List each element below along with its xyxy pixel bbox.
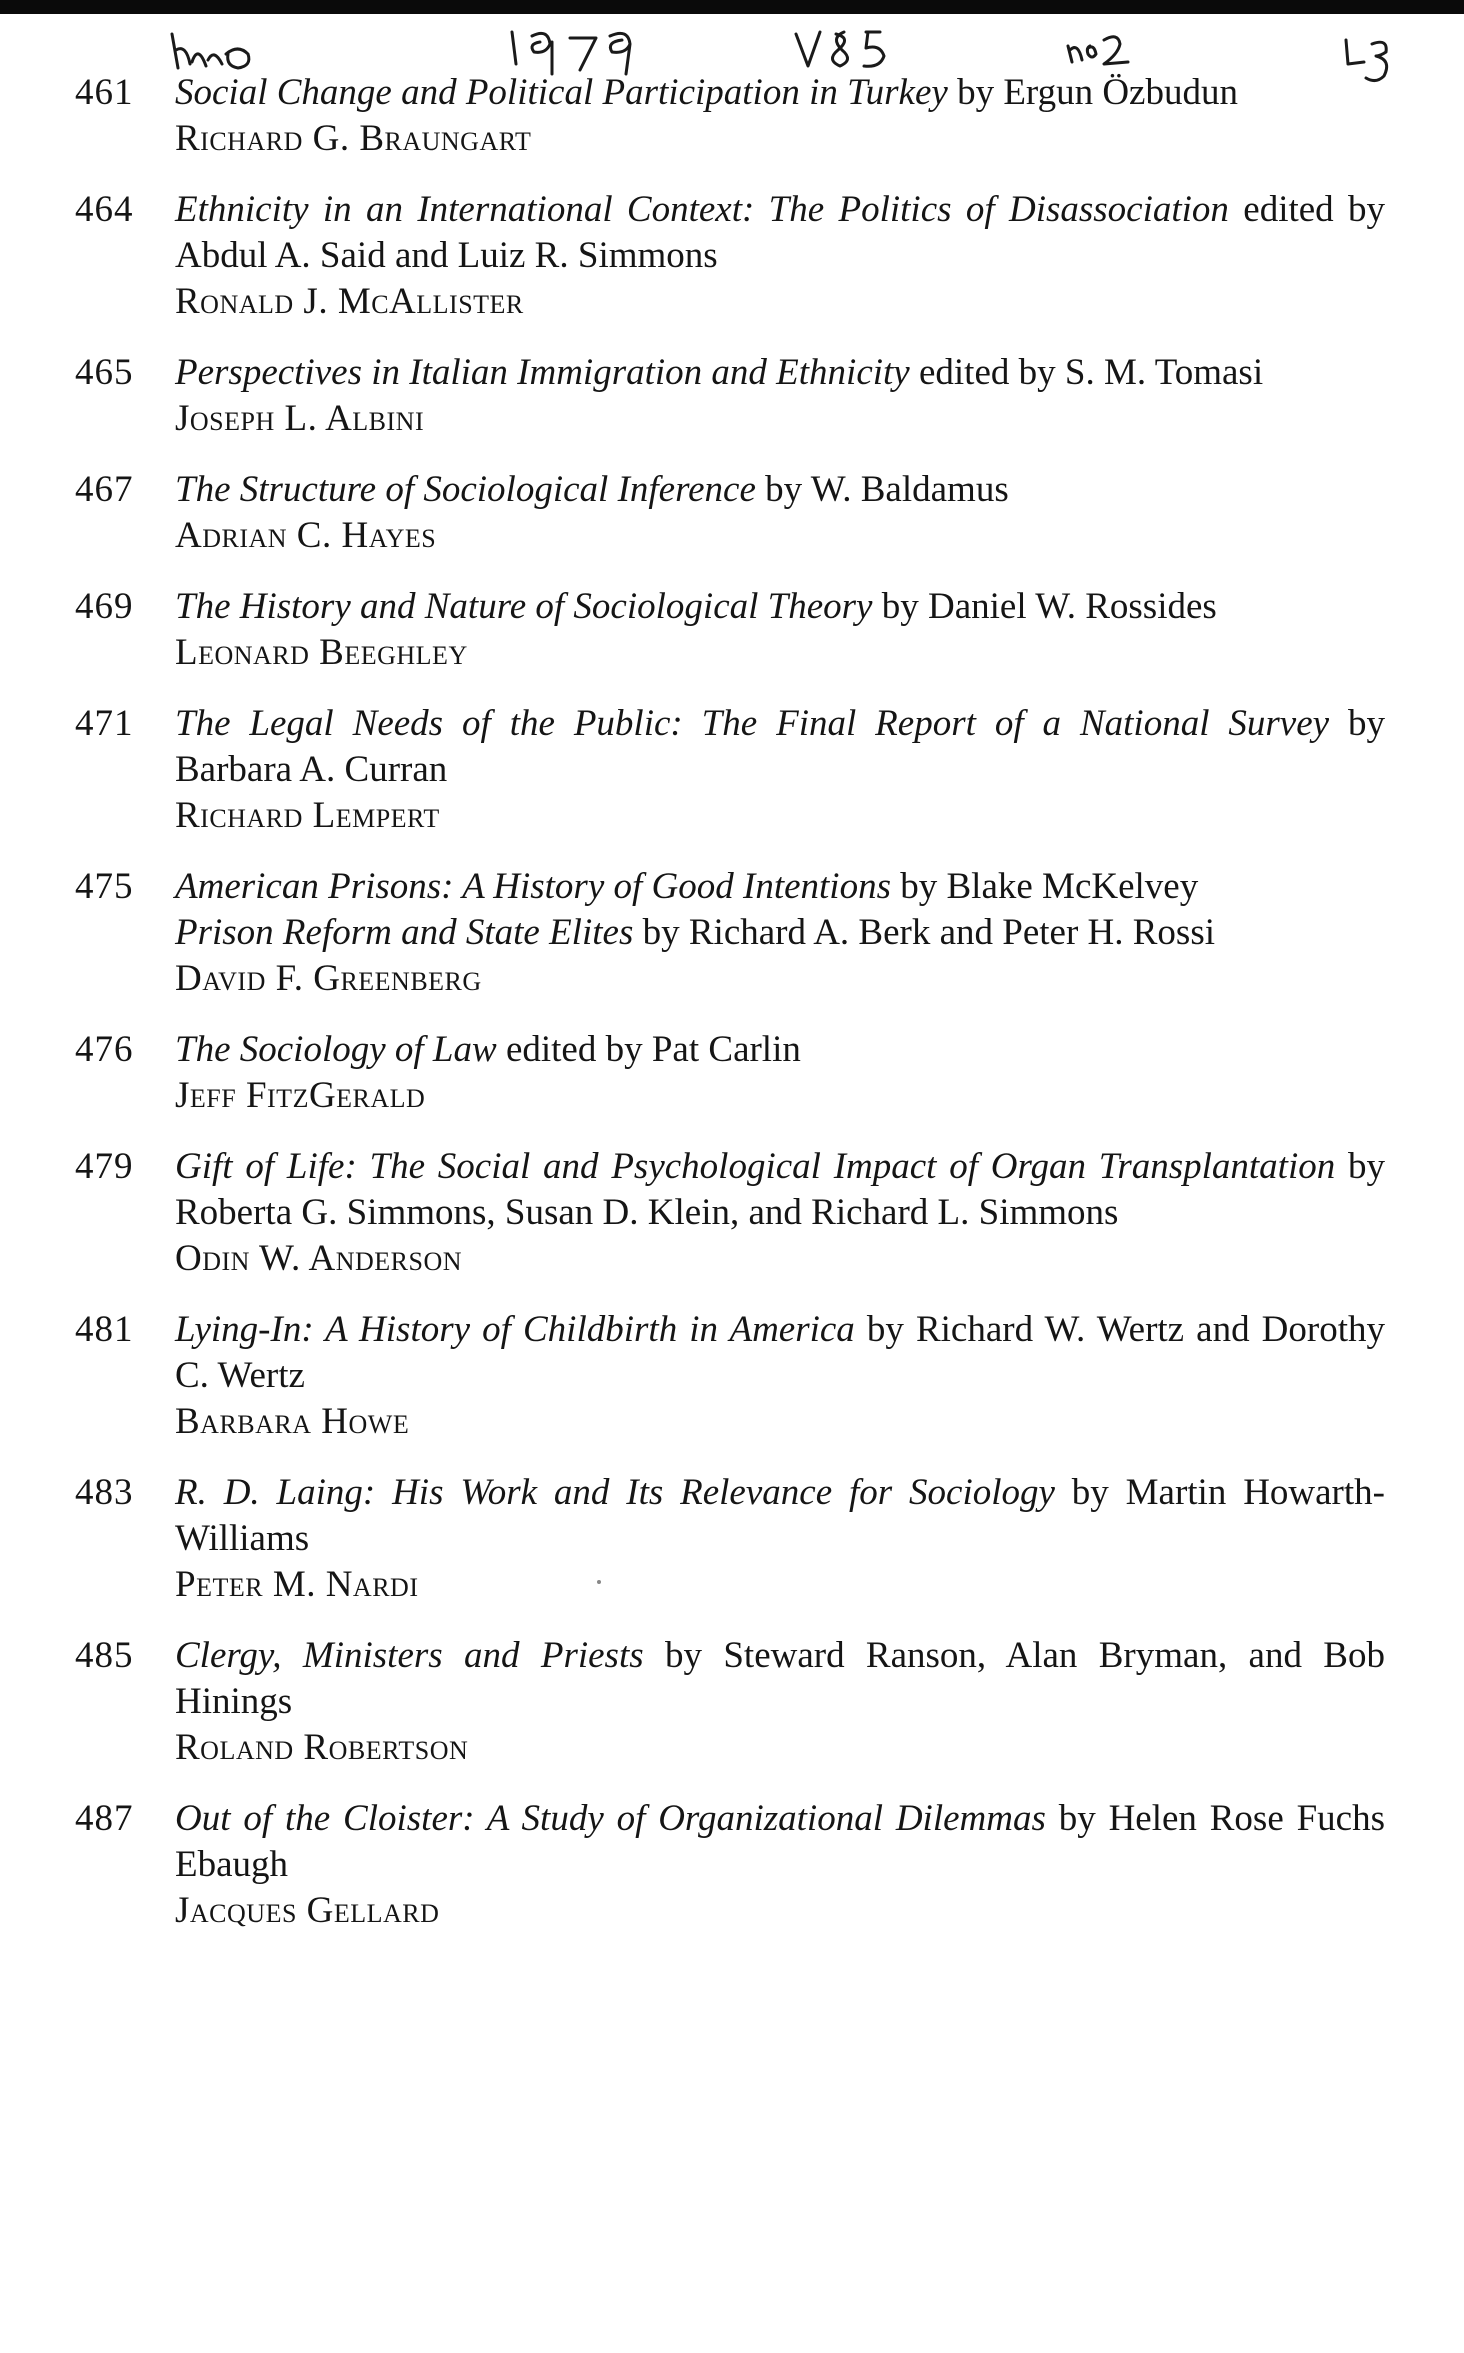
book-byline: by Roberta G. Simmons, Susan D. Klein, and Richard L. Simmons [175, 1146, 1386, 1233]
review-entry [75, 1796, 1385, 1934]
reviewer-name: Jacques Gellard [175, 1890, 440, 1931]
book-title: R. D. Laing: His Work and Its Relevance for Sociology [175, 1472, 1055, 1513]
book-byline: by Ergun Özbudun [947, 72, 1238, 113]
page-number: 476 [75, 1029, 134, 1070]
book-review-list [75, 70, 1385, 1959]
review-entry [75, 701, 1385, 839]
book-byline: by W. Baldamus [755, 469, 1009, 510]
entry-body [175, 1027, 1385, 1119]
book-title: Perspectives in Italian Immigration and Ethnicity [175, 352, 910, 393]
reviewer-name: Joseph L. Albini [175, 398, 425, 439]
book-byline: by Barbara A. Curran [175, 703, 1386, 790]
book-title: The Legal Needs of the Public: The Final Report of a National Survey [175, 703, 1330, 744]
page-number: 481 [75, 1309, 134, 1350]
book-citation [175, 1144, 1385, 1236]
book-byline: by Richard W. Wertz and Dorothy C. Wertz [175, 1309, 1385, 1396]
book-byline: by Helen Rose Fuchs Ebaugh [175, 1798, 1386, 1885]
book-citation [175, 467, 1385, 513]
page-number: 485 [75, 1635, 134, 1676]
reviewer-name: Odin W. Anderson [175, 1238, 463, 1279]
page-number: 471 [75, 703, 134, 744]
entry-body [175, 1470, 1385, 1608]
review-entry [75, 1144, 1385, 1282]
book-title: The Structure of Sociological Inference [175, 469, 756, 510]
review-entry [75, 350, 1385, 442]
entry-body [175, 1307, 1385, 1445]
book-citation [175, 1633, 1385, 1725]
book-title: Gift of Life: The Social and Psychological Impact of Organ Transplantation [175, 1146, 1336, 1187]
review-entry [75, 1027, 1385, 1119]
page-number: 464 [75, 189, 134, 230]
book-citation [175, 1470, 1385, 1562]
entry-body [175, 70, 1385, 162]
reviewer-name: Ronald J. McAllister [175, 281, 524, 322]
book-title: Out of the Cloister: A Study of Organizational Dilemmas [175, 1798, 1046, 1839]
book-byline: edited by Pat Carlin [496, 1029, 801, 1070]
book-byline: by Daniel W. Rossides [872, 586, 1217, 627]
review-entry [75, 584, 1385, 676]
page-number: 487 [75, 1798, 134, 1839]
book-title: The Sociology of Law [175, 1029, 497, 1070]
entry-body [175, 864, 1385, 1002]
review-entry [75, 1307, 1385, 1445]
reviewer-name: David F. Greenberg [175, 958, 482, 999]
entry-body [175, 187, 1385, 325]
entry-body [175, 350, 1385, 442]
book-byline: edited by Abdul A. Said and Luiz R. Simmons [175, 189, 1386, 276]
book-citation [175, 1027, 1385, 1073]
review-entry [75, 187, 1385, 325]
book-citation [175, 910, 1385, 956]
book-citation [175, 70, 1385, 116]
review-entry [75, 1633, 1385, 1771]
book-title: Clergy, Ministers and Priests [175, 1635, 644, 1676]
book-citation [175, 864, 1385, 910]
book-byline: by Richard A. Berk and Peter H. Rossi [633, 912, 1216, 953]
book-title: American Prisons: A History of Good Intentions [175, 866, 891, 907]
page-number: 479 [75, 1146, 134, 1187]
page-number: 469 [75, 586, 134, 627]
review-entry [75, 70, 1385, 162]
book-byline: by Blake McKelvey [891, 866, 1199, 907]
book-citation [175, 701, 1385, 793]
page-number: 461 [75, 72, 134, 113]
top-border-rule [0, 0, 1464, 14]
entry-body [175, 584, 1385, 676]
book-title: Social Change and Political Participation in Turkey [175, 72, 948, 113]
entry-body [175, 1796, 1385, 1934]
entry-body [175, 701, 1385, 839]
reviewer-name: Richard G. Braungart [175, 118, 532, 159]
entry-body [175, 1144, 1385, 1282]
reviewer-name: Peter M. Nardi [175, 1564, 419, 1605]
page-number: 467 [75, 469, 134, 510]
entry-body [175, 467, 1385, 559]
book-title: Ethnicity in an International Context: The Politics of Disassociation [175, 189, 1229, 230]
reviewer-name: Adrian C. Hayes [175, 515, 437, 556]
book-byline: by Steward Ranson, Alan Bryman, and Bob Hinings [175, 1635, 1385, 1722]
reviewer-name: Leonard Beeghley [175, 632, 468, 673]
book-title: Lying-In: A History of Childbirth in America [175, 1309, 855, 1350]
page-number: 465 [75, 352, 134, 393]
book-title: The History and Nature of Sociological Theory [175, 586, 873, 627]
book-byline: edited by S. M. Tomasi [909, 352, 1264, 393]
book-citation [175, 1796, 1385, 1888]
book-citation [175, 1307, 1385, 1399]
review-entry [75, 864, 1385, 1002]
book-citation [175, 350, 1385, 396]
book-citation [175, 187, 1385, 279]
reviewer-name: Jeff FitzGerald [175, 1075, 426, 1116]
book-byline: by Martin Howarth-Williams [175, 1472, 1385, 1559]
stray-ink-dot [597, 1580, 601, 1584]
reviewer-name: Roland Robertson [175, 1727, 469, 1768]
review-entry [75, 467, 1385, 559]
reviewer-name: Barbara Howe [175, 1401, 410, 1442]
entry-body [175, 1633, 1385, 1771]
review-entry [75, 1470, 1385, 1608]
page-number: 475 [75, 866, 134, 907]
reviewer-name: Richard Lempert [175, 795, 440, 836]
page-number: 483 [75, 1472, 134, 1513]
book-citation [175, 584, 1385, 630]
book-title: Prison Reform and State Elites [175, 912, 634, 953]
